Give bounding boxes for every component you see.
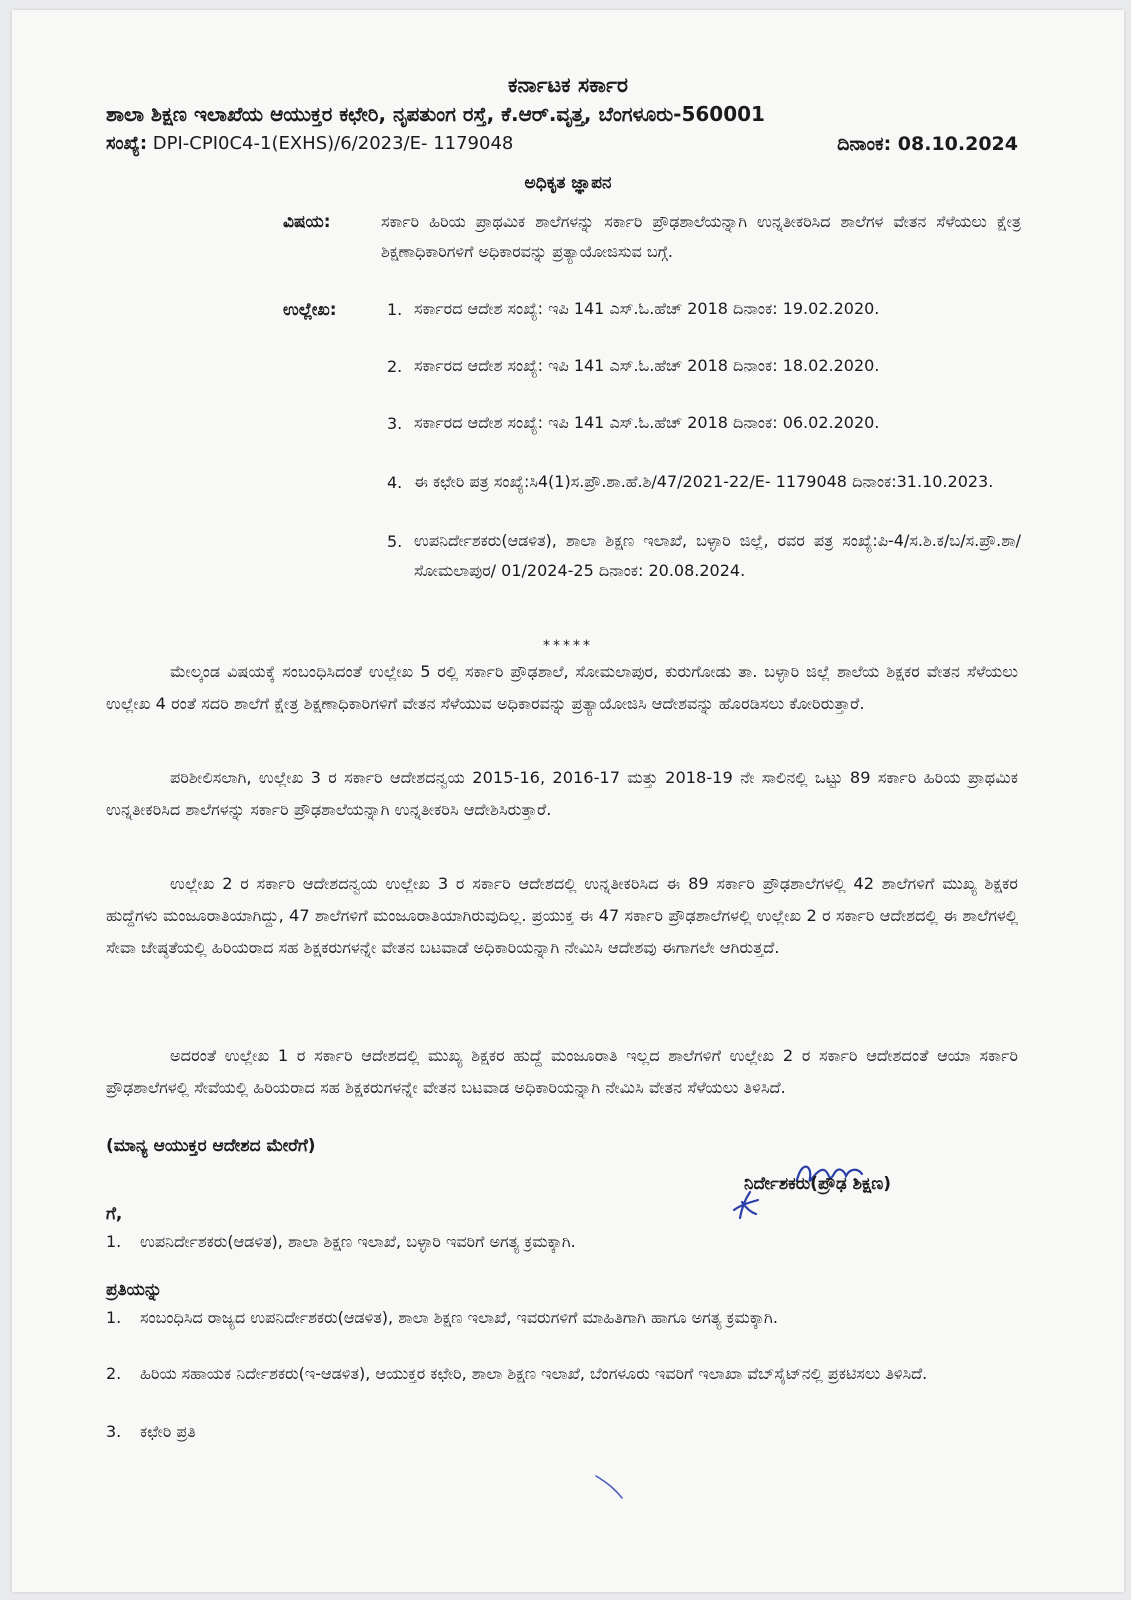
reference-item-3: ಸರ್ಕಾರದ ಆದೇಶ ಸಂಖ್ಯೆ: ಇಪಿ 141 ಎಸ್.ಓ.ಹೆಚ್ 2018 ದಿನಾಂಕ: 06.02.2020.	[414, 413, 880, 432]
to-item-1: ಉಪನಿರ್ದೇಶಕರು(ಆಡಳಿತ), ಶಾಲಾ ಶಿಕ್ಷಣ ಇಲಾಖೆ, ಬಳ್ಳಾರಿ ಇವರಿಗೆ ಅಗತ್ಯ ಕ್ರಮಕ್ಕಾಗಿ.	[140, 1232, 576, 1251]
reference-item-2: ಸರ್ಕಾರದ ಆದೇಶ ಸಂಖ್ಯೆ: ಇಪಿ 141 ಎಸ್.ಓ.ಹೆಚ್ 2018 ದಿನಾಂಕ: 18.02.2020.	[414, 356, 880, 375]
reference-number	[106, 133, 513, 154]
office-address: ಶಾಲಾ ಶಿಕ್ಷಣ ಇಲಾಖೆಯ ಆಯುಕ್ತರ ಕಛೇರಿ, ನೃಪತುಂಗ ರಸ್ತೆ, ಕೆ.ಆರ್.ವೃತ್ತ, ಬೆಂಗಳೂರು-560001	[106, 102, 765, 126]
reference-item-number: 5.	[387, 532, 403, 551]
copy-label: ಪ್ರತಿಯನ್ನು	[106, 1280, 163, 1300]
body-paragraph-2: ಪರಿಶೀಲಿಸಲಾಗಿ, ಉಲ್ಲೇಖ 3 ರ ಸರ್ಕಾರಿ ಆದೇಶದನ್ವಯ 2015-16, 2016-17 ಮತ್ತು 2018-19 ನೇ ಸಾಲಿನಲ್ಲಿ ಒಟ್ಟು 89 ಸರ್ಕಾರಿ ಹಿರಿಯ ಪ್ರಾಥಮಿಕ ಉನ್ನತೀಕರಿಸಿದ ಶಾಲೆಗಳನ್ನು ಸರ್ಕಾರಿ ಪ್ರೌಢಶಾಲೆಯನ್ನಾಗಿ ಉನ್ನತೀಕರಿಸಿ ಆದೇಶಿಸಿರುತ್ತಾರೆ.	[106, 768, 1018, 819]
reference-item-number: 3.	[387, 414, 403, 433]
government-heading: ಕರ್ನಾಟಕ ಸರ್ಕಾರ	[508, 73, 628, 97]
reference-value: DPI-CPI0C4-1(EXHS)/6/2023/E- 1179048	[152, 133, 514, 154]
subject-text: ಸರ್ಕಾರಿ ಹಿರಿಯ ಪ್ರಾಥಮಿಕ ಶಾಲೆಗಳನ್ನು ಸರ್ಕಾರಿ ಪ್ರೌಢಶಾಲೆಯನ್ನಾಗಿ ಉನ್ನತೀಕರಿಸಿದ ಶಾಲೆಗಳ ವೇತನ ಸೆಳೆಯಲು ಕ್ಷೇತ್ರ ಶಿಕ್ಷಣಾಧಿಕಾರಿಗಳಿಗೆ ಅಧಿಕಾರವನ್ನು ಪ್ರತ್ಯಾಯೋಜಿಸುವ ಬಗ್ಗೆ.	[381, 212, 1021, 261]
signatory-designation: ನಿರ್ದೇಶಕರು(ಪ್ರೌಢ ಶಿಕ್ಷಣ)	[744, 1174, 892, 1194]
to-item-number: 1.	[106, 1232, 122, 1251]
to-label: ಗೆ,	[106, 1204, 123, 1224]
document-title: ಅಧಿಕೃತ ಜ್ಞಾಪನ	[524, 173, 612, 193]
reference-item-number: 2.	[387, 357, 403, 376]
reference-label: ಸಂಖ್ಯೆ:	[106, 133, 148, 154]
document-date: ದಿನಾಂಕ: 08.10.2024	[837, 133, 1018, 155]
copy-item-number: 2.	[106, 1364, 122, 1383]
pen-mark	[592, 1472, 632, 1502]
copy-item-2: ಹಿರಿಯ ಸಹಾಯಕ ನಿರ್ದೇಶಕರು(ಇ-ಆಡಳಿತ), ಆಯುಕ್ತರ ಕಛೇರಿ, ಶಾಲಾ ಶಿಕ್ಷಣ ಇಲಾಖೆ, ಬೆಂಗಳೂರು ಇವರಿಗೆ ಇಲಾಖಾ ವೆಬ್‌ಸೈಟ್‌ನಲ್ಲಿ ಪ್ರಕಟಿಸಲು ತಿಳಿಸಿದೆ.	[140, 1364, 928, 1383]
reference-item-4: ಈ ಕಛೇರಿ ಪತ್ರ ಸಂಖ್ಯೆ:ಸಿ4(1)ಸ.ಪ್ರೌ.ಶಾ.ಹೆ.ಶಿ/47/2021-22/E- 1179048 ದಿನಾಂಕ:31.10.2023.	[414, 472, 994, 491]
copy-item-number: 3.	[106, 1422, 122, 1441]
copy-item-number: 1.	[106, 1308, 122, 1327]
document-page	[12, 10, 1124, 1592]
order-line: (ಮಾನ್ಯ ಆಯುಕ್ತರ ಆದೇಶದ ಮೇರೆಗೆ)	[106, 1136, 316, 1156]
separator-stars: *****	[543, 638, 593, 654]
reference-item-number: 1.	[387, 300, 403, 319]
body-paragraph-1: ಮೇಲ್ಕಂಡ ವಿಷಯಕ್ಕೆ ಸಂಬಂಧಿಸಿದಂತೆ ಉಲ್ಲೇಖ 5 ರಲ್ಲಿ ಸರ್ಕಾರಿ ಪ್ರೌಢಶಾಲೆ, ಸೋಮಲಾಪುರ, ಕುರುಗೋಡು ತಾ. ಬಳ್ಳಾರಿ ಜಿಲ್ಲೆ ಶಾಲೆಯ ಶಿಕ್ಷಕರ ವೇತನ ಸೆಳೆಯಲು ಉಲ್ಲೇಖ 4 ರಂತೆ ಸದರಿ ಶಾಲೆಗೆ ಕ್ಷೇತ್ರ ಶಿಕ್ಷಣಾಧಿಕಾರಿಗಳಿಗೆ ವೇತನ ಸೆಳೆಯುವ ಅಧಿಕಾರವನ್ನು ಪ್ರತ್ಯಾಯೋಜಿಸಿ ಆದೇಶವನ್ನು ಹೊರಡಿಸಲು ಕೋರಿರುತ್ತಾರೆ.	[106, 662, 1018, 713]
reference-item-5: ಉಪನಿರ್ದೇಶಕರು(ಆಡಳಿತ), ಶಾಲಾ ಶಿಕ್ಷಣ ಇಲಾಖೆ, ಬಳ್ಳಾರಿ ಜಿಲ್ಲೆ, ರವರ ಪತ್ರ ಸಂಖ್ಯೆ:ಪಿ-4/ಸ.ಶಿ.ಕ/ಬ/ಸ.ಪ್ರೌ.ಶಾ/ಸೋಮಲಾಪುರ/ 01/2024-25 ದಿನಾಂಕ: 20.08.2024.	[414, 531, 1021, 580]
subject-label: ವಿಷಯ:	[283, 212, 331, 232]
body-paragraph-3: ಉಲ್ಲೇಖ 2 ರ ಸರ್ಕಾರಿ ಆದೇಶದನ್ವಯ ಉಲ್ಲೇಖ 3 ರ ಸರ್ಕಾರಿ ಆದೇಶದಲ್ಲಿ ಉನ್ನತೀಕರಿಸಿದ ಈ 89 ಸರ್ಕಾರಿ ಪ್ರೌಢಶಾಲೆಗಳಲ್ಲಿ 42 ಶಾಲೆಗಳಿಗೆ ಮುಖ್ಯ ಶಿಕ್ಷಕರ ಹುದ್ದೆಗಳು ಮಂಜೂರಾತಿಯಾಗಿದ್ದು, 47 ಶಾಲೆಗಳಿಗೆ ಮಂಜೂರಾತಿಯಾಗಿರುವುದಿಲ್ಲ. ಪ್ರಯುಕ್ತ ಈ 47 ಸರ್ಕಾರಿ ಪ್ರೌಢಶಾಲೆಗಳಲ್ಲಿ ಉಲ್ಲೇಖ 2 ರ ಸರ್ಕಾರಿ ಆದೇಶದಲ್ಲಿ ಈ ಶಾಲೆಗಳಲ್ಲಿ ಸೇವಾ ಜೇಷ್ಠತೆಯಲ್ಲಿ ಹಿರಿಯರಾದ ಸಹ ಶಿಕ್ಷಕರುಗಳನ್ನೇ ವೇತನ ಬಟವಾಡೆ ಅಧಿಕಾರಿಯನ್ನಾಗಿ ನೇಮಿಸಿ ಆದೇಶವು ಈಗಾಗಲೇ ಆಗಿರುತ್ತದೆ.	[106, 874, 1018, 957]
body-paragraph-4: ಅದರಂತೆ ಉಲ್ಲೇಖ 1 ರ ಸರ್ಕಾರಿ ಆದೇಶದಲ್ಲಿ ಮುಖ್ಯ ಶಿಕ್ಷಕರ ಹುದ್ದೆ ಮಂಜೂರಾತಿ ಇಲ್ಲದ ಶಾಲೆಗಳಿಗೆ ಉಲ್ಲೇಖ 2 ರ ಸರ್ಕಾರಿ ಆದೇಶದಂತೆ ಆಯಾ ಸರ್ಕಾರಿ ಪ್ರೌಢಶಾಲೆಗಳಲ್ಲಿ ಸೇವೆಯಲ್ಲಿ ಹಿರಿಯರಾದ ಸಹ ಶಿಕ್ಷಕರುಗಳನ್ನೇ ವೇತನ ಬಟವಾಡ ಅಧಿಕಾರಿಯನ್ನಾಗಿ ನೇಮಿಸಿ ವೇತನ ಸೆಳೆಯಲು ತಿಳಿಸಿದೆ.	[106, 1046, 1018, 1097]
reference-item-number: 4.	[387, 473, 403, 492]
copy-item-3: ಕಛೇರಿ ಪ್ರತಿ	[140, 1422, 196, 1441]
references-label: ಉಲ್ಲೇಖ:	[283, 300, 337, 320]
copy-item-1: ಸಂಬಂಧಿಸಿದ ರಾಜ್ಯದ ಉಪನಿರ್ದೇಶಕರು(ಆಡಳಿತ), ಶಾಲಾ ಶಿಕ್ಷಣ ಇಲಾಖೆ, ಇವರುಗಳಿಗೆ ಮಾಹಿತಿಗಾಗಿ ಹಾಗೂ ಅಗತ್ಯ ಕ್ರಮಕ್ಕಾಗಿ.	[140, 1308, 778, 1327]
reference-item-1: ಸರ್ಕಾರದ ಆದೇಶ ಸಂಖ್ಯೆ: ಇಪಿ 141 ಎಸ್.ಓ.ಹೆಚ್ 2018 ದಿನಾಂಕ: 19.02.2020.	[414, 299, 880, 318]
